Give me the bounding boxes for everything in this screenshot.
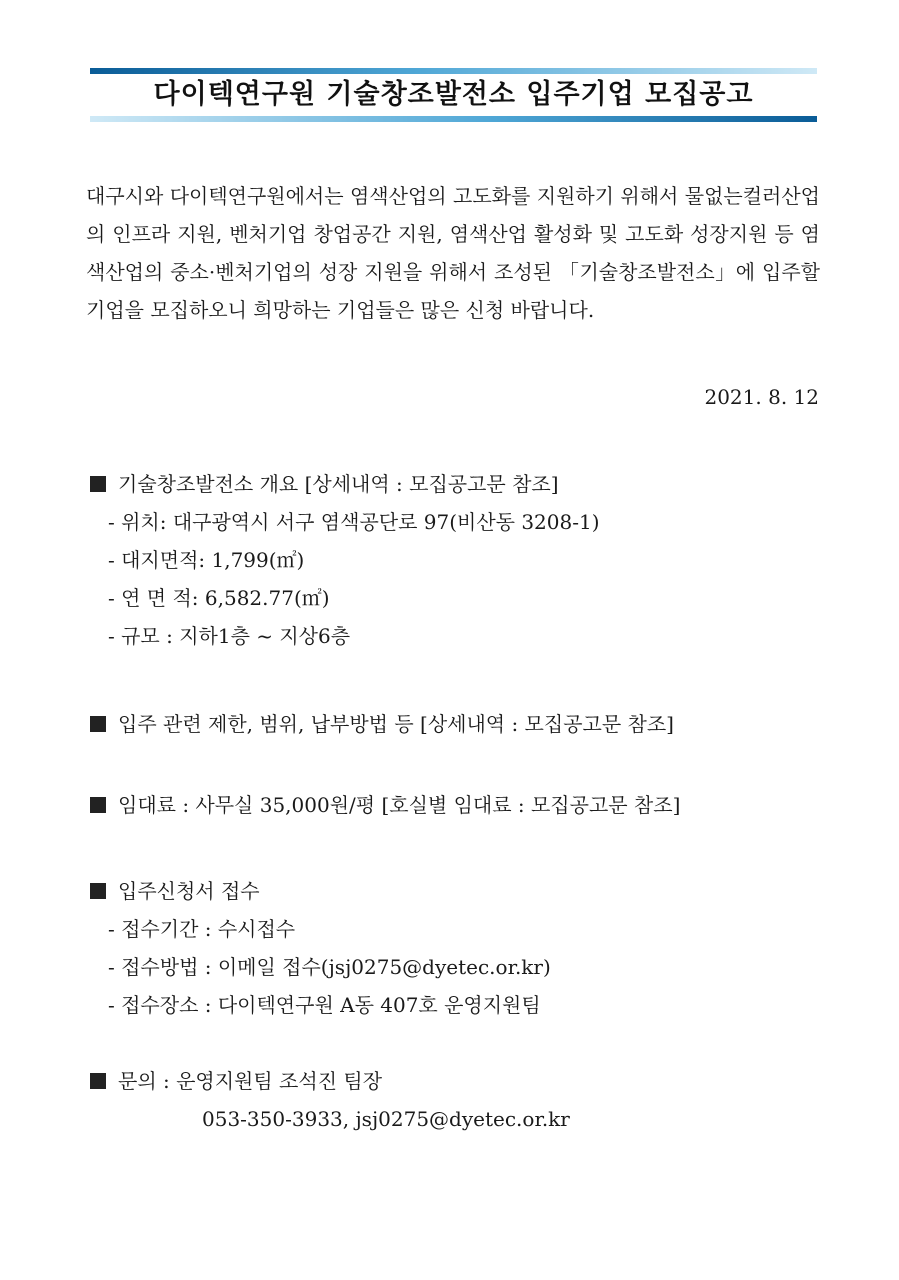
list-item: - 접수기간 : 수시접수 [108,917,296,941]
square-bullet-icon [90,883,106,899]
section-application [90,872,551,1024]
notice-date: 2021. 8. 12 [704,385,819,409]
square-bullet-icon [90,1073,106,1089]
square-bullet-icon [90,797,106,813]
section-rent [90,786,680,824]
section-heading: 기술창조발전소 개요 [상세내역 : 모집공고문 참조] [118,472,559,496]
section-restrictions [90,705,674,743]
square-bullet-icon [90,716,106,732]
list-item: - 위치: 대구광역시 서구 염색공단로 97(비산동 3208-1) [108,510,600,534]
page-title: 다이텍연구원 기술창조발전소 입주기업 모집공고 [153,79,754,110]
section-heading: 문의 : 운영지원팀 조석진 팀장 [118,1069,383,1093]
list-item: - 대지면적: 1,799(㎡) [108,548,305,572]
list-item: - 접수방법 : 이메일 접수(jsj0275@dyetec.or.kr) [108,955,551,979]
section-contact [90,1062,570,1138]
list-item: - 연 면 적: 6,582.77(㎡) [108,586,330,610]
title-bottom-bar [90,116,817,122]
list-item: - 규모 : 지하1층 ~ 지상6층 [108,624,351,648]
section-heading: 입주신청서 접수 [118,879,260,903]
list-item: - 접수장소 : 다이텍연구원 A동 407호 운영지원팀 [108,993,541,1017]
title-block [90,68,817,122]
section-heading: 입주 관련 제한, 범위, 납부방법 등 [상세내역 : 모집공고문 참조] [118,712,674,736]
section-overview [90,465,600,655]
contact-details: 053-350-3933, jsj0275@dyetec.or.kr [202,1107,570,1131]
square-bullet-icon [90,476,106,492]
intro-paragraph: 대구시와 다이텍연구원에서는 염색산업의 고도화를 지원하기 위해서 물없는컬러산업의 인프라 지원, 벤처기업 창업공간 지원, 염색산업 활성화 및 고도화 성장지원 등 염색산업의 중소·벤처기업의 성장 지원을 위해서 조성된 「기술창조발전소」에 입주할 기업을 모집하오니 희망하는 기업들은 많은 신청 바랍니다. [86,184,820,322]
section-heading: 임대료 : 사무실 35,000원/평 [호실별 임대료 : 모집공고문 참조] [118,793,681,817]
